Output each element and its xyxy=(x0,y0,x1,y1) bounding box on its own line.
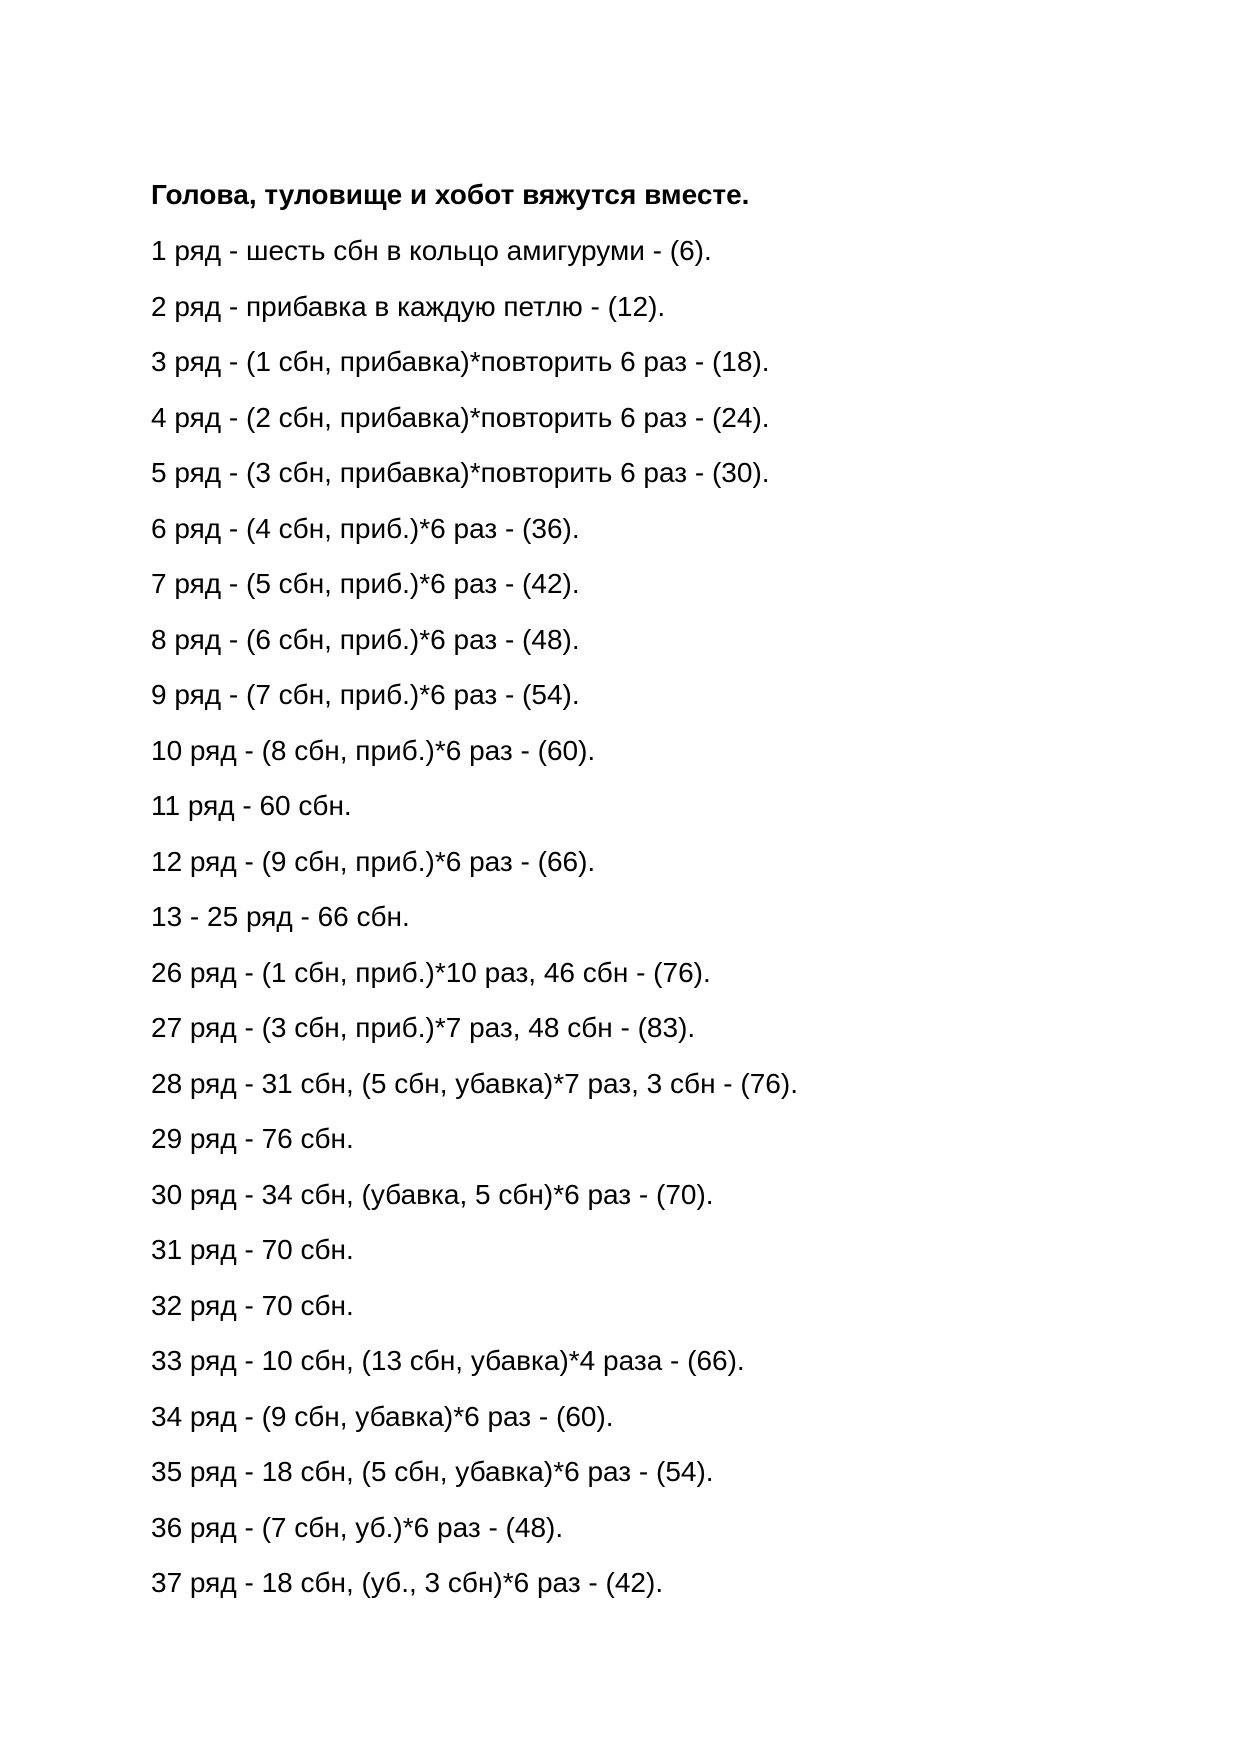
row-instruction: 8 ряд - (6 сбн, приб.)*6 раз - (48). xyxy=(151,623,580,655)
row-instruction: 5 ряд - (3 сбн, прибавка)*повторить 6 раз - (30). xyxy=(151,457,770,488)
row-instruction: 1 ряд - шесть сбн в кольцо амигуруми - (6). xyxy=(151,235,712,266)
row-instruction: 12 ряд - (9 сбн, приб.)*6 раз - (66). xyxy=(151,845,596,877)
row-instruction: 11 ряд - 60 сбн. xyxy=(151,790,352,821)
row-instruction: 28 ряд - 31 сбн, (5 сбн, убавка)*7 раз, 3 сбн - (76). xyxy=(151,1067,798,1099)
row-instruction: 6 ряд - (4 сбн, приб.)*6 раз - (36). xyxy=(151,512,580,544)
row-instruction: 33 ряд - 10 сбн, (13 сбн, убавка)*4 раза - (66). xyxy=(151,1345,745,1376)
row-instruction: 31 ряд - 70 сбн. xyxy=(151,1234,354,1265)
row-instruction: 26 ряд - (1 сбн, приб.)*10 раз, 46 сбн - (76). xyxy=(151,956,711,988)
row-instruction: 9 ряд - (7 сбн, приб.)*6 раз - (54). xyxy=(151,679,580,710)
row-instruction: 2 ряд - прибавка в каждую петлю - (12). xyxy=(151,290,666,322)
row-instruction: 37 ряд - 18 сбн, (уб., 3 сбн)*6 раз - (42). xyxy=(151,1567,664,1598)
row-instruction: 13 - 25 ряд - 66 сбн. xyxy=(151,901,410,932)
row-instruction: 30 ряд - 34 сбн, (убавка, 5 сбн)*6 раз - (70). xyxy=(151,1178,714,1210)
pattern-content xyxy=(151,175,1151,1619)
row-instruction: 34 ряд - (9 сбн, убавка)*6 раз - (60). xyxy=(151,1400,614,1432)
row-instruction: 3 ряд - (1 сбн, прибавка)*повторить 6 раз - (18). xyxy=(151,346,770,377)
row-instruction: 27 ряд - (3 сбн, приб.)*7 раз, 48 сбн - (83). xyxy=(151,1012,696,1043)
row-instruction: 29 ряд - 76 сбн. xyxy=(151,1123,354,1154)
row-instruction: 4 ряд - (2 сбн, прибавка)*повторить 6 раз - (24). xyxy=(151,401,770,433)
section-title: Голова, туловище и хобот вяжутся вместе. xyxy=(151,179,750,210)
row-instruction: 32 ряд - 70 сбн. xyxy=(151,1289,354,1321)
row-instruction: 7 ряд - (5 сбн, приб.)*6 раз - (42). xyxy=(151,568,580,599)
row-instruction: 10 ряд - (8 сбн, приб.)*6 раз - (60). xyxy=(151,734,596,766)
row-instruction: 36 ряд - (7 сбн, уб.)*6 раз - (48). xyxy=(151,1511,564,1543)
row-instructions-list xyxy=(151,231,1151,1619)
row-instruction: 35 ряд - 18 сбн, (5 сбн, убавка)*6 раз - (54). xyxy=(151,1456,714,1487)
